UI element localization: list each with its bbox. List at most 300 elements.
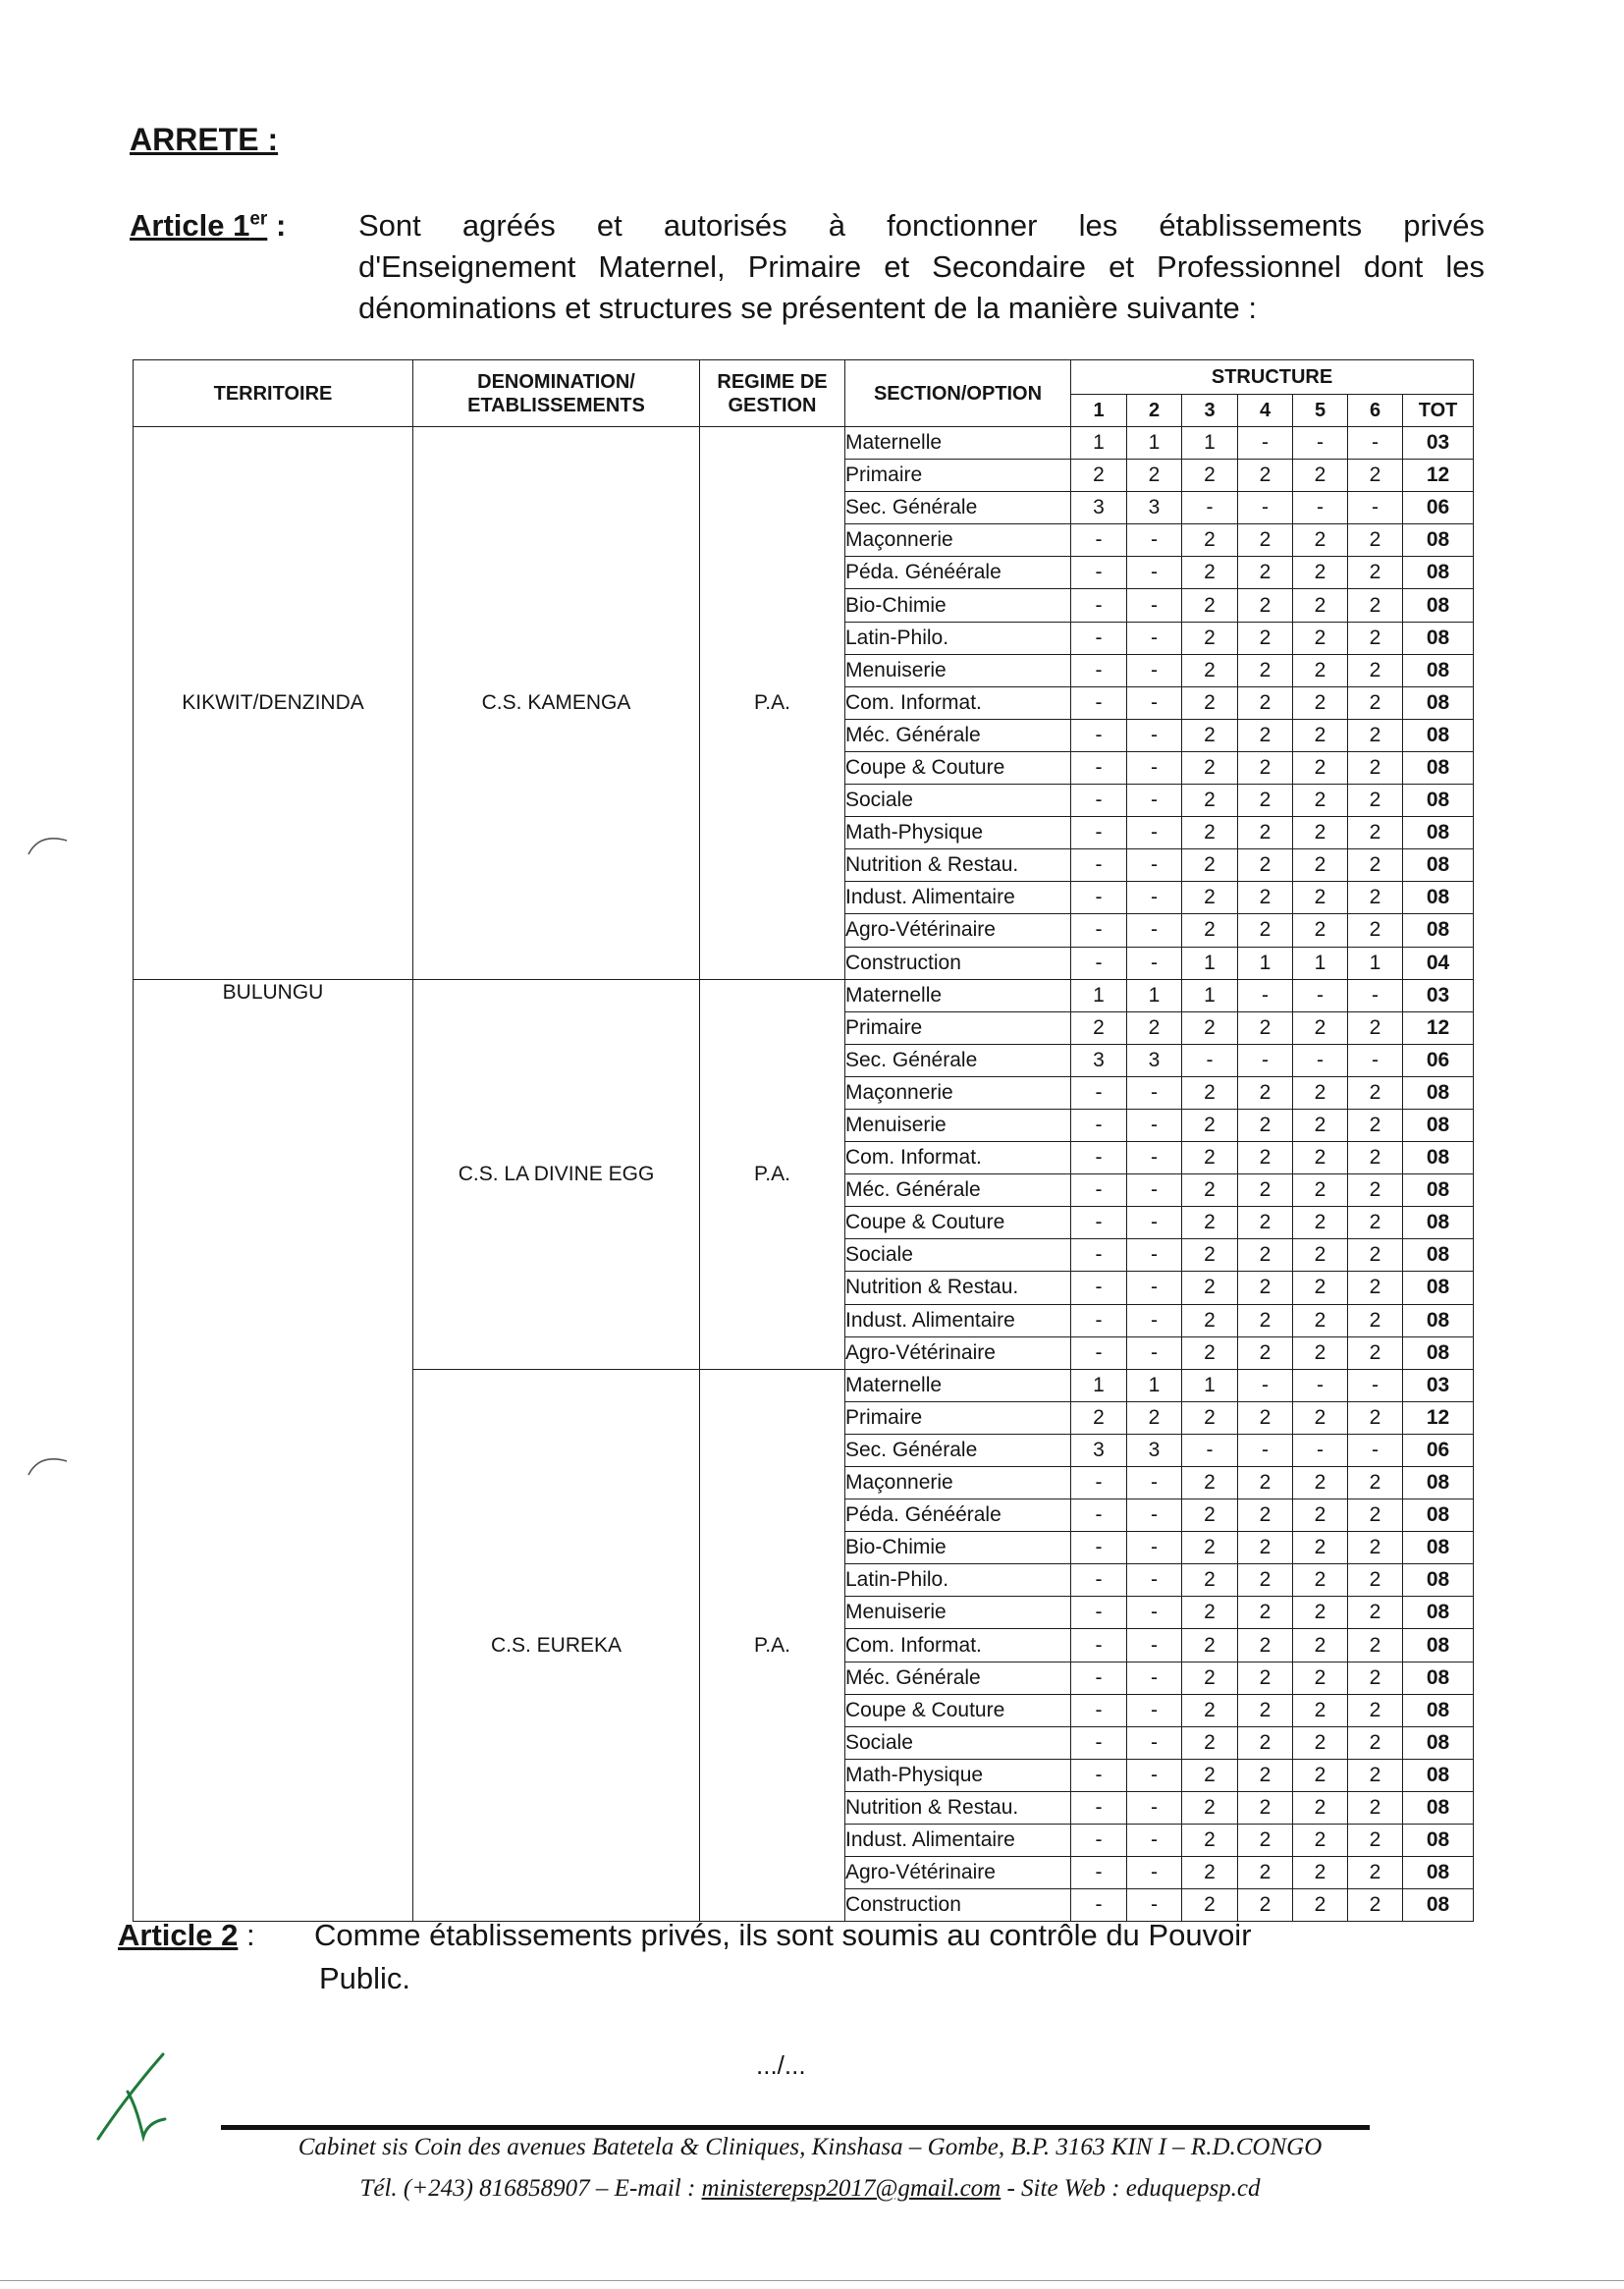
total-cell: 03	[1403, 1369, 1474, 1401]
section-cell: Bio-Chimie	[845, 1532, 1071, 1564]
section-cell: Primaire	[845, 460, 1071, 492]
header-level-6: 6	[1348, 395, 1403, 427]
level-cell: 2	[1238, 1629, 1293, 1662]
section-cell: Coupe & Couture	[845, 751, 1071, 784]
level-cell: 2	[1293, 1174, 1348, 1207]
level-cell: 2	[1348, 622, 1403, 654]
level-cell: -	[1127, 1109, 1182, 1141]
level-cell: -	[1238, 1044, 1293, 1076]
section-cell: Nutrition & Restau.	[845, 1791, 1071, 1824]
section-cell: Primaire	[845, 1401, 1071, 1434]
total-cell: 08	[1403, 557, 1474, 589]
establishment-cell: C.S. LA DIVINE EGG	[413, 979, 700, 1369]
level-cell: 2	[1348, 589, 1403, 622]
level-cell: 2	[1182, 1694, 1238, 1726]
level-cell: 2	[1348, 1532, 1403, 1564]
level-cell: 2	[1293, 1889, 1348, 1922]
section-cell: Math-Physique	[845, 1759, 1071, 1791]
level-cell: -	[1071, 785, 1127, 817]
section-cell: Menuiserie	[845, 1597, 1071, 1629]
level-cell: -	[1071, 1759, 1127, 1791]
level-cell: 2	[1293, 1239, 1348, 1272]
level-cell: 2	[1293, 1076, 1348, 1109]
level-cell: 2	[1293, 1272, 1348, 1304]
level-cell: 2	[1238, 1889, 1293, 1922]
level-cell: 2	[1182, 1272, 1238, 1304]
level-cell: 1	[1348, 947, 1403, 979]
level-cell: 2	[1293, 1401, 1348, 1434]
level-cell: 1	[1182, 979, 1238, 1011]
level-cell: 2	[1348, 785, 1403, 817]
level-cell: 2	[1238, 1336, 1293, 1369]
level-cell: 2	[1182, 654, 1238, 686]
total-cell: 06	[1403, 1044, 1474, 1076]
level-cell: 2	[1071, 1401, 1127, 1434]
section-cell: Com. Informat.	[845, 1142, 1071, 1174]
footer-address: Cabinet sis Coin des avenues Batetela & Cliniques, Kinshasa – Gombe, B.P. 3163 KIN I – R.D.CONGO	[298, 2134, 1323, 2160]
level-cell: -	[1238, 427, 1293, 460]
level-cell: -	[1127, 1759, 1182, 1791]
level-cell: -	[1071, 654, 1127, 686]
level-cell: 2	[1182, 719, 1238, 751]
header-section-option: SECTION/OPTION	[845, 360, 1071, 427]
level-cell: 2	[1293, 1857, 1348, 1889]
level-cell: -	[1127, 1662, 1182, 1694]
level-cell: -	[1071, 1467, 1127, 1499]
level-cell: 2	[1293, 1304, 1348, 1336]
level-cell: 2	[1182, 1401, 1238, 1434]
level-cell: 2	[1182, 1889, 1238, 1922]
level-cell: -	[1293, 1044, 1348, 1076]
level-cell: 2	[1293, 1109, 1348, 1141]
level-cell: 2	[1238, 751, 1293, 784]
level-cell: 2	[1238, 654, 1293, 686]
level-cell: 2	[1182, 1207, 1238, 1239]
level-cell: -	[1071, 1857, 1127, 1889]
level-cell: -	[1071, 817, 1127, 849]
level-cell: 2	[1348, 1304, 1403, 1336]
level-cell: 2	[1127, 1011, 1182, 1044]
level-cell: 2	[1293, 882, 1348, 914]
level-cell: -	[1071, 719, 1127, 751]
level-cell: 2	[1348, 1011, 1403, 1044]
level-cell: -	[1127, 686, 1182, 719]
footer-phone: Tél. (+243) 816858907 – E-mail :	[359, 2175, 702, 2202]
level-cell: 2	[1071, 1011, 1127, 1044]
level-cell: 1	[1071, 1369, 1127, 1401]
total-cell: 06	[1403, 492, 1474, 524]
level-cell: 2	[1293, 817, 1348, 849]
level-cell: -	[1127, 849, 1182, 882]
level-cell: 2	[1348, 686, 1403, 719]
level-cell: 3	[1127, 1044, 1182, 1076]
level-cell: 2	[1182, 460, 1238, 492]
level-cell: 2	[1348, 1889, 1403, 1922]
footer-contact	[221, 2174, 1399, 2204]
level-cell: 2	[1293, 1467, 1348, 1499]
level-cell: 2	[1348, 1726, 1403, 1759]
continuation-marker: .../...	[756, 2050, 806, 2080]
total-cell: 08	[1403, 1564, 1474, 1597]
level-cell: 2	[1238, 622, 1293, 654]
footer-website: - Site Web : eduquepsp.cd	[1001, 2175, 1261, 2202]
level-cell: 2	[1348, 719, 1403, 751]
total-cell: 08	[1403, 1662, 1474, 1694]
section-cell: Menuiserie	[845, 654, 1071, 686]
level-cell: 2	[1348, 817, 1403, 849]
total-cell: 03	[1403, 979, 1474, 1011]
level-cell: 2	[1238, 589, 1293, 622]
level-cell: 3	[1071, 492, 1127, 524]
level-cell: 2	[1238, 914, 1293, 947]
section-cell: Coupe & Couture	[845, 1694, 1071, 1726]
punch-hole-mark	[26, 831, 71, 856]
level-cell: 2	[1348, 1564, 1403, 1597]
level-cell: 2	[1293, 1759, 1348, 1791]
level-cell: 2	[1348, 1239, 1403, 1272]
level-cell: -	[1127, 1597, 1182, 1629]
level-cell: -	[1127, 557, 1182, 589]
header-regime-line: REGIME DE	[717, 370, 828, 393]
level-cell: 2	[1182, 1467, 1238, 1499]
level-cell: -	[1071, 947, 1127, 979]
level-cell: 2	[1348, 1629, 1403, 1662]
level-cell: -	[1348, 1369, 1403, 1401]
level-cell: -	[1071, 1272, 1127, 1304]
level-cell: -	[1071, 1889, 1127, 1922]
level-cell: -	[1127, 1564, 1182, 1597]
level-cell: 2	[1182, 1825, 1238, 1857]
article-2-line: Public.	[319, 1961, 411, 1995]
section-cell: Méc. Générale	[845, 719, 1071, 751]
level-cell: 3	[1127, 492, 1182, 524]
total-cell: 08	[1403, 686, 1474, 719]
territory-cell: KIKWIT/DENZINDA	[134, 427, 413, 980]
level-cell: 1	[1071, 979, 1127, 1011]
total-cell: 08	[1403, 1857, 1474, 1889]
level-cell: -	[1238, 1434, 1293, 1466]
level-cell: 1	[1182, 1369, 1238, 1401]
level-cell: 2	[1348, 849, 1403, 882]
section-cell: Construction	[845, 1889, 1071, 1922]
level-cell: 2	[1182, 1109, 1238, 1141]
level-cell: 2	[1348, 1336, 1403, 1369]
level-cell: 2	[1182, 1564, 1238, 1597]
total-cell: 08	[1403, 1499, 1474, 1532]
level-cell: -	[1071, 1597, 1127, 1629]
section-cell: Indust. Alimentaire	[845, 1304, 1071, 1336]
total-cell: 03	[1403, 427, 1474, 460]
header-level-5: 5	[1293, 395, 1348, 427]
header-denomination-line: DENOMINATION/	[477, 370, 635, 393]
level-cell: -	[1293, 492, 1348, 524]
article-1-line: d'Enseignement Maternel, Primaire et Secondaire et Professionnel dont les	[358, 249, 1485, 284]
level-cell: 2	[1182, 622, 1238, 654]
level-cell: -	[1127, 882, 1182, 914]
punch-hole-mark	[26, 1451, 71, 1477]
level-cell: 2	[1182, 589, 1238, 622]
section-cell: Math-Physique	[845, 817, 1071, 849]
level-cell: 2	[1293, 1662, 1348, 1694]
total-cell: 08	[1403, 719, 1474, 751]
level-cell: 2	[1293, 1825, 1348, 1857]
level-cell: 2	[1182, 1726, 1238, 1759]
level-cell: 2	[1348, 524, 1403, 557]
total-cell: 08	[1403, 1239, 1474, 1272]
level-cell: 2	[1348, 751, 1403, 784]
section-cell: Maçonnerie	[845, 1467, 1071, 1499]
level-cell: 2	[1348, 1694, 1403, 1726]
total-cell: 08	[1403, 1207, 1474, 1239]
header-territoire: TERRITOIRE	[134, 360, 413, 427]
level-cell: -	[1127, 1499, 1182, 1532]
level-cell: 2	[1238, 460, 1293, 492]
level-cell: -	[1071, 751, 1127, 784]
section-cell: Péda. Généérale	[845, 1499, 1071, 1532]
total-cell: 08	[1403, 1304, 1474, 1336]
section-cell: Agro-Vétérinaire	[845, 914, 1071, 947]
total-cell: 04	[1403, 947, 1474, 979]
total-cell: 08	[1403, 1336, 1474, 1369]
level-cell: -	[1071, 1239, 1127, 1272]
level-cell: -	[1071, 1629, 1127, 1662]
level-cell: -	[1071, 1174, 1127, 1207]
level-cell: -	[1127, 785, 1182, 817]
level-cell: -	[1127, 751, 1182, 784]
level-cell: 2	[1238, 1142, 1293, 1174]
level-cell: -	[1127, 1791, 1182, 1824]
level-cell: 2	[1182, 1336, 1238, 1369]
article-2-label-main: Article 2	[118, 1918, 239, 1952]
level-cell: -	[1127, 1825, 1182, 1857]
total-cell: 08	[1403, 882, 1474, 914]
header-denomination-line: ETABLISSEMENTS	[467, 394, 645, 416]
level-cell: 2	[1293, 524, 1348, 557]
article-2-text	[314, 1914, 1252, 2000]
level-cell: 2	[1293, 1011, 1348, 1044]
level-cell: 2	[1293, 589, 1348, 622]
level-cell: 2	[1127, 460, 1182, 492]
level-cell: 2	[1293, 1532, 1348, 1564]
level-cell: 2	[1071, 460, 1127, 492]
level-cell: 2	[1293, 751, 1348, 784]
level-cell: 2	[1238, 1467, 1293, 1499]
level-cell: -	[1238, 492, 1293, 524]
level-cell: 2	[1348, 1499, 1403, 1532]
level-cell: -	[1071, 1694, 1127, 1726]
level-cell: 2	[1182, 1791, 1238, 1824]
level-cell: -	[1293, 979, 1348, 1011]
level-cell: -	[1127, 914, 1182, 947]
total-cell: 08	[1403, 1076, 1474, 1109]
level-cell: 2	[1238, 1109, 1293, 1141]
section-cell: Sec. Générale	[845, 492, 1071, 524]
article-1-line: dénominations et structures se présentent de la manière suivante :	[358, 291, 1258, 325]
level-cell: 2	[1348, 1272, 1403, 1304]
level-cell: -	[1071, 882, 1127, 914]
total-cell: 08	[1403, 1142, 1474, 1174]
section-cell: Méc. Générale	[845, 1662, 1071, 1694]
level-cell: 1	[1071, 427, 1127, 460]
total-cell: 08	[1403, 751, 1474, 784]
level-cell: 2	[1293, 914, 1348, 947]
level-cell: 2	[1182, 686, 1238, 719]
level-cell: 2	[1293, 785, 1348, 817]
level-cell: 2	[1238, 1304, 1293, 1336]
header-regime-line: GESTION	[728, 394, 817, 416]
level-cell: 1	[1293, 947, 1348, 979]
level-cell: 2	[1238, 817, 1293, 849]
article-1-label-sup: er	[249, 208, 268, 230]
total-cell: 08	[1403, 1629, 1474, 1662]
level-cell: 2	[1182, 557, 1238, 589]
level-cell: 2	[1293, 622, 1348, 654]
level-cell: 2	[1238, 1011, 1293, 1044]
level-cell: 2	[1182, 751, 1238, 784]
level-cell: 2	[1293, 654, 1348, 686]
level-cell: -	[1071, 524, 1127, 557]
section-cell: Maternelle	[845, 979, 1071, 1011]
article-1-label-main: Article 1	[130, 208, 250, 243]
total-cell: 08	[1403, 1109, 1474, 1141]
level-cell: 2	[1182, 1239, 1238, 1272]
establishments-structure-table	[133, 359, 1474, 1922]
level-cell: 2	[1348, 654, 1403, 686]
level-cell: -	[1071, 1726, 1127, 1759]
header-regime	[700, 360, 845, 427]
section-cell: Sociale	[845, 785, 1071, 817]
level-cell: 2	[1238, 1662, 1293, 1694]
total-cell: 08	[1403, 654, 1474, 686]
level-cell: 2	[1293, 1336, 1348, 1369]
level-cell: 3	[1127, 1434, 1182, 1466]
total-cell: 12	[1403, 1011, 1474, 1044]
level-cell: 2	[1127, 1401, 1182, 1434]
article-2-label-colon: :	[245, 1918, 255, 1952]
header-level-3: 3	[1182, 395, 1238, 427]
level-cell: 2	[1238, 1401, 1293, 1434]
level-cell: 2	[1182, 1499, 1238, 1532]
regime-cell: P.A.	[700, 427, 845, 980]
level-cell: 2	[1238, 1726, 1293, 1759]
total-cell: 08	[1403, 849, 1474, 882]
level-cell: 2	[1182, 1857, 1238, 1889]
section-cell: Construction	[845, 947, 1071, 979]
level-cell: 1	[1182, 427, 1238, 460]
level-cell: -	[1071, 557, 1127, 589]
level-cell: -	[1127, 1467, 1182, 1499]
level-cell: 2	[1182, 914, 1238, 947]
level-cell: -	[1348, 427, 1403, 460]
level-cell: 2	[1238, 1564, 1293, 1597]
level-cell: 1	[1182, 947, 1238, 979]
level-cell: 2	[1238, 1759, 1293, 1791]
level-cell: -	[1127, 524, 1182, 557]
level-cell: -	[1071, 1791, 1127, 1824]
section-cell: Latin-Philo.	[845, 1564, 1071, 1597]
footer	[221, 2133, 1399, 2204]
regime-cell: P.A.	[700, 979, 845, 1369]
table-row	[134, 979, 1474, 1011]
level-cell: 2	[1348, 1142, 1403, 1174]
level-cell: 2	[1293, 1726, 1348, 1759]
section-cell: Nutrition & Restau.	[845, 1272, 1071, 1304]
level-cell: 2	[1182, 1076, 1238, 1109]
total-cell: 08	[1403, 1726, 1474, 1759]
level-cell: -	[1127, 1889, 1182, 1922]
level-cell: 2	[1238, 557, 1293, 589]
total-cell: 08	[1403, 524, 1474, 557]
level-cell: -	[1348, 492, 1403, 524]
level-cell: 2	[1348, 1401, 1403, 1434]
level-cell: 2	[1348, 557, 1403, 589]
handwritten-initials	[90, 2046, 179, 2145]
section-cell: Maçonnerie	[845, 1076, 1071, 1109]
level-cell: 2	[1238, 686, 1293, 719]
level-cell: -	[1127, 1239, 1182, 1272]
level-cell: -	[1127, 1207, 1182, 1239]
level-cell: -	[1127, 1532, 1182, 1564]
section-cell: Com. Informat.	[845, 686, 1071, 719]
total-cell: 08	[1403, 1467, 1474, 1499]
decree-heading: ARRETE :	[130, 122, 279, 157]
level-cell: 2	[1238, 1076, 1293, 1109]
level-cell: 2	[1348, 1109, 1403, 1141]
level-cell: 2	[1182, 1142, 1238, 1174]
article-2-line: Comme établissements privés, ils sont soumis au contrôle du Pouvoir	[314, 1918, 1252, 1952]
level-cell: 2	[1182, 849, 1238, 882]
level-cell: -	[1127, 719, 1182, 751]
level-cell: 2	[1348, 1467, 1403, 1499]
header-total: TOT	[1403, 395, 1474, 427]
total-cell: 12	[1403, 1401, 1474, 1434]
table-row	[134, 427, 1474, 460]
level-cell: -	[1071, 914, 1127, 947]
level-cell: -	[1238, 979, 1293, 1011]
article-1-label-colon: :	[275, 208, 287, 243]
total-cell: 08	[1403, 1694, 1474, 1726]
section-cell: Coupe & Couture	[845, 1207, 1071, 1239]
level-cell: 2	[1293, 460, 1348, 492]
level-cell: -	[1127, 947, 1182, 979]
level-cell: 2	[1293, 849, 1348, 882]
level-cell: 2	[1182, 1011, 1238, 1044]
level-cell: 3	[1071, 1434, 1127, 1466]
level-cell: 2	[1182, 1629, 1238, 1662]
section-cell: Sociale	[845, 1239, 1071, 1272]
level-cell: 2	[1348, 882, 1403, 914]
level-cell: 2	[1348, 1662, 1403, 1694]
level-cell: -	[1071, 589, 1127, 622]
header-structure: STRUCTURE	[1071, 360, 1474, 395]
level-cell: 2	[1348, 1825, 1403, 1857]
level-cell: 2	[1182, 1174, 1238, 1207]
section-cell: Sociale	[845, 1726, 1071, 1759]
level-cell: 2	[1238, 1207, 1293, 1239]
level-cell: -	[1127, 1272, 1182, 1304]
level-cell: -	[1182, 1434, 1238, 1466]
level-cell: -	[1127, 1336, 1182, 1369]
section-cell: Sec. Générale	[845, 1044, 1071, 1076]
total-cell: 08	[1403, 1597, 1474, 1629]
level-cell: -	[1348, 1044, 1403, 1076]
header-level-4: 4	[1238, 395, 1293, 427]
level-cell: 2	[1293, 557, 1348, 589]
level-cell: 2	[1348, 1207, 1403, 1239]
level-cell: 3	[1071, 1044, 1127, 1076]
total-cell: 08	[1403, 785, 1474, 817]
level-cell: 2	[1238, 1272, 1293, 1304]
